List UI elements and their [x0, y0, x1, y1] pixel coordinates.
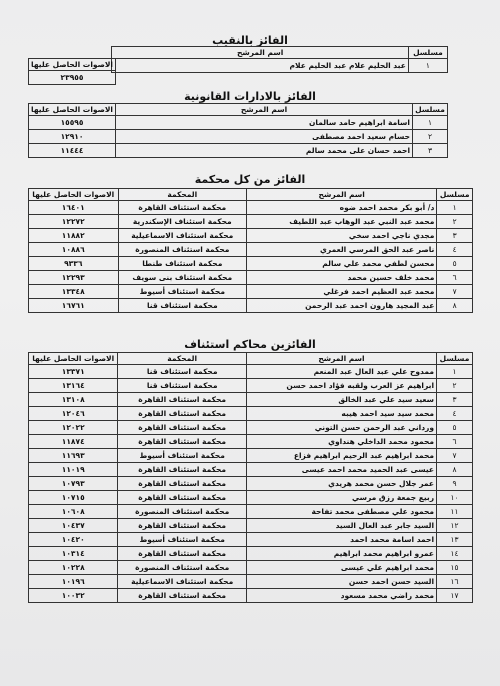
row-court: محكمة استئناف القاهرة [118, 435, 246, 449]
row-candidate: محمد ابراهيم عبد الرحيم ابراهيم فزاع [246, 449, 436, 463]
row-court: محكمة استئناف القاهرة [118, 407, 246, 421]
section-title: الفائز بالادارات القانونية [184, 90, 316, 103]
row-court: محكمة استئناف قنا [118, 379, 246, 393]
row-votes: ١٠٢٢٨ [29, 561, 118, 575]
table-header-row [29, 104, 448, 116]
header-serial: مسلسل [413, 104, 448, 116]
row-serial: ١٧ [437, 589, 473, 603]
row-court: محكمة استئناف القاهرة [118, 421, 246, 435]
row-candidate: محمد عبد العظيم احمد فرغلي [247, 285, 437, 299]
row-court: محكمة استئناف القاهرة [118, 393, 246, 407]
row-serial: ٦ [437, 435, 473, 449]
table-appeal-courts-winners [28, 352, 473, 603]
table-row [29, 449, 473, 463]
row-court: محكمة استئناف المنصورة [118, 505, 246, 519]
row-court: محكمة استئناف القاهرة [118, 491, 246, 505]
row-serial: ٢ [413, 130, 448, 144]
table-row [29, 491, 473, 505]
row-serial: ٨ [437, 463, 473, 477]
row-candidate: محمد سيد سيد احمد هيبه [246, 407, 436, 421]
row-court: محكمة استئناف القاهرة [118, 463, 246, 477]
row-votes: ١٠٤٢٠ [29, 533, 118, 547]
row-court: محكمة استئناف القاهرة [118, 477, 246, 491]
header-votes: الاصوات الحاصل عليها [29, 189, 119, 201]
row-votes: ١١٤٤٤ [29, 144, 116, 158]
row-court: محكمة استئناف أسيوط [118, 285, 247, 299]
table-row [29, 421, 473, 435]
header-votes: الاصوات الحاصل عليها [29, 353, 118, 365]
row-candidate: عمر جلال حسن محمد هريدي [246, 477, 436, 491]
row-votes: ١٦٧٦١ [29, 299, 119, 313]
row-serial: ٤ [437, 407, 473, 421]
row-serial: ٨ [437, 299, 473, 313]
section-title: الفائز بالنقيب [212, 34, 288, 47]
table-row [29, 533, 473, 547]
table-row [29, 575, 473, 589]
table-header-row [29, 353, 473, 365]
header-candidate: اسم المرشح [247, 189, 437, 201]
header-serial: مسلسل [437, 189, 473, 201]
table-row [29, 547, 473, 561]
row-candidate: السيد حسن احمد حسن [246, 575, 436, 589]
row-votes: ٢٣٩٥٥ [29, 71, 116, 85]
row-serial: ٣ [437, 393, 473, 407]
header-court: المحكمة [118, 189, 247, 201]
row-serial: ١ [408, 59, 447, 73]
row-serial: ١ [437, 365, 473, 379]
row-votes: ١٠١٩٦ [29, 575, 118, 589]
row-serial: ٧ [437, 449, 473, 463]
row-serial: ٤ [437, 243, 473, 257]
section-winner-per-court [0, 173, 500, 187]
row-court: محكمة استئناف القاهرة [118, 547, 246, 561]
row-court: محكمة استئناف الاسماعيلية [118, 229, 247, 243]
section-title: الفائزين محاكم استئناف [184, 338, 316, 351]
header-votes: الاصوات الحاصل عليها [29, 104, 116, 116]
table-row [29, 407, 473, 421]
row-serial: ١٤ [437, 547, 473, 561]
row-serial: ٥ [437, 257, 473, 271]
row-candidate: عمرو ابراهيم محمد ابراهيم [246, 547, 436, 561]
table-row [29, 144, 448, 158]
row-court: محكمة استئناف أسيوط [118, 449, 246, 463]
header-candidate: اسم المرشح [116, 104, 413, 116]
row-serial: ١٣ [437, 533, 473, 547]
row-votes: ١٢٩١٠ [29, 130, 116, 144]
row-candidate: محمد راضي محمد مسعود [246, 589, 436, 603]
row-serial: ٢ [437, 215, 473, 229]
header-serial: مسلسل [408, 47, 447, 59]
row-votes: ١١٦٩٣ [29, 449, 118, 463]
row-candidate: محمود علي مصطفى محمد تفاحة [246, 505, 436, 519]
row-votes: ١٠٤٣٧ [29, 519, 118, 533]
row-candidate: احمد اسامة محمد احمد [246, 533, 436, 547]
row-candidate: محمود محمد الداخلي هنداوي [246, 435, 436, 449]
row-court: محكمة استئناف المنصورة [118, 243, 247, 257]
row-serial: ١٦ [437, 575, 473, 589]
row-serial: ٥ [437, 421, 473, 435]
row-votes: ١١٨٧٤ [29, 435, 118, 449]
section-appeal-courts-winners [0, 338, 500, 352]
table-row [29, 257, 473, 271]
row-candidate: محمد خلف حسين محمد [247, 271, 437, 285]
row-serial: ١ [437, 201, 473, 215]
row-votes: ٩٣٣٦ [29, 257, 119, 271]
row-votes: ١٠٧٩٣ [29, 477, 118, 491]
row-votes: ١٣١٦٤ [29, 379, 118, 393]
row-serial: ٧ [437, 285, 473, 299]
row-candidate: محمد ابراهيم علي عيسى [246, 561, 436, 575]
table-row [29, 285, 473, 299]
table-head-votes [28, 58, 116, 85]
table-row [29, 130, 448, 144]
row-votes: ١٢٢٩٣ [29, 271, 119, 285]
row-serial: ٣ [413, 144, 448, 158]
header-candidate: اسم المرشح [112, 47, 408, 59]
table-row [29, 505, 473, 519]
row-votes: ١٣٣٧١ [29, 365, 118, 379]
row-votes: ١٥٥٩٥ [29, 116, 116, 130]
row-votes: ١٣٣٤٨ [29, 285, 119, 299]
row-serial: ١ [413, 116, 448, 130]
table-row [29, 561, 473, 575]
header-votes: الاصوات الحاصل عليها [29, 59, 116, 71]
header-court: المحكمة [118, 353, 246, 365]
row-votes: ١١٨٨٢ [29, 229, 119, 243]
table-row [29, 379, 473, 393]
row-candidate: اسامة ابراهيم حامد سالمان [116, 116, 413, 130]
row-votes: ١٣١٠٨ [29, 393, 118, 407]
row-court: محكمة استئناف القاهرة [118, 589, 246, 603]
table-row [29, 463, 473, 477]
header-serial: مسلسل [437, 353, 473, 365]
row-court: محكمة استئناف القاهرة [118, 201, 247, 215]
row-candidate: ورداني عبد الرحمن حسن التوني [246, 421, 436, 435]
row-votes: ١٢٢٧٢ [29, 215, 119, 229]
row-serial: ٦ [437, 271, 473, 285]
row-candidate: السيد جابر عبد العال السيد [246, 519, 436, 533]
row-candidate: عبد المجيد هارون احمد عبد الرحمن [247, 299, 437, 313]
row-candidate: حسام سعيد احمد مصطفى [116, 130, 413, 144]
row-candidate: احمد حسان على محمد سالم [116, 144, 413, 158]
row-votes: ١٠٧١٥ [29, 491, 118, 505]
table-row [29, 477, 473, 491]
row-court: محكمة استئناف بنى سويف [118, 271, 247, 285]
row-court: محكمة استئناف المنصورة [118, 561, 246, 575]
row-candidate: سعيد سيد علي عبد الخالق [246, 393, 436, 407]
table-row [29, 271, 473, 285]
table-row [29, 201, 473, 215]
row-court: محكمة استئناف القاهرة [118, 519, 246, 533]
row-court: محكمة استئناف الاسماعيلية [118, 575, 246, 589]
table-legal-departments [28, 103, 448, 158]
row-candidate: ناصر عبد الحق المرسي العمري [247, 243, 437, 257]
row-votes: ١٦٤٠١ [29, 201, 119, 215]
row-candidate: ربيع جمعة رزق مرسي [246, 491, 436, 505]
row-candidate: ابراهيم عز العرب ولقبه فؤاد احمد حسن [246, 379, 436, 393]
table-header-row [29, 189, 473, 201]
table-row [29, 116, 448, 130]
row-candidate: ممدوح علي عبد العال عبد المنعم [246, 365, 436, 379]
row-serial: ١٥ [437, 561, 473, 575]
row-court: محكمة استئناف الإسكندرية [118, 215, 247, 229]
table-row [29, 229, 473, 243]
table-row [29, 299, 473, 313]
row-votes: ١١٠١٩ [29, 463, 118, 477]
section-legal-departments [0, 90, 500, 104]
row-court: محكمة استئناف أسيوط [118, 533, 246, 547]
table-row [29, 243, 473, 257]
row-serial: ٩ [437, 477, 473, 491]
row-votes: ١٢٠٤٦ [29, 407, 118, 421]
row-votes: ١٠٨٨٦ [29, 243, 119, 257]
row-votes: ١٠٣١٤ [29, 547, 118, 561]
row-votes: ١٢٠٢٢ [29, 421, 118, 435]
row-candidate: محسن لطفي محمد علي سالم [247, 257, 437, 271]
table-row [29, 435, 473, 449]
row-court: محكمة استئناف قنا [118, 365, 246, 379]
row-candidate: مجدي ناجي احمد سخي [247, 229, 437, 243]
table-row [29, 215, 473, 229]
table-row [29, 365, 473, 379]
row-candidate: عيسى عبد الحميد محمد احمد عيسى [246, 463, 436, 477]
row-court: محكمة استئناف قنا [118, 299, 247, 313]
row-court: محكمة استئناف طنطا [118, 257, 247, 271]
row-serial: ٣ [437, 229, 473, 243]
table-row [29, 393, 473, 407]
header-candidate: اسم المرشح [246, 353, 436, 365]
section-title: الفائز من كل محكمة [194, 173, 306, 186]
row-serial: ١١ [437, 505, 473, 519]
table-winner-per-court [28, 188, 473, 313]
row-serial: ١٢ [437, 519, 473, 533]
table-header-row [29, 47, 448, 59]
row-candidate: د/ أبو بكر محمد احمد ضوه [247, 201, 437, 215]
table-row [29, 589, 473, 603]
table-row [29, 519, 473, 533]
row-candidate: عبد الحليم علام عبد الحليم علام [112, 59, 408, 73]
row-serial: ٢ [437, 379, 473, 393]
row-candidate: محمد عبد النبي عبد الوهاب عبد اللطيف [247, 215, 437, 229]
row-votes: ١٠٠٣٢ [29, 589, 118, 603]
row-votes: ١٠٦٠٨ [29, 505, 118, 519]
row-serial: ١٠ [437, 491, 473, 505]
